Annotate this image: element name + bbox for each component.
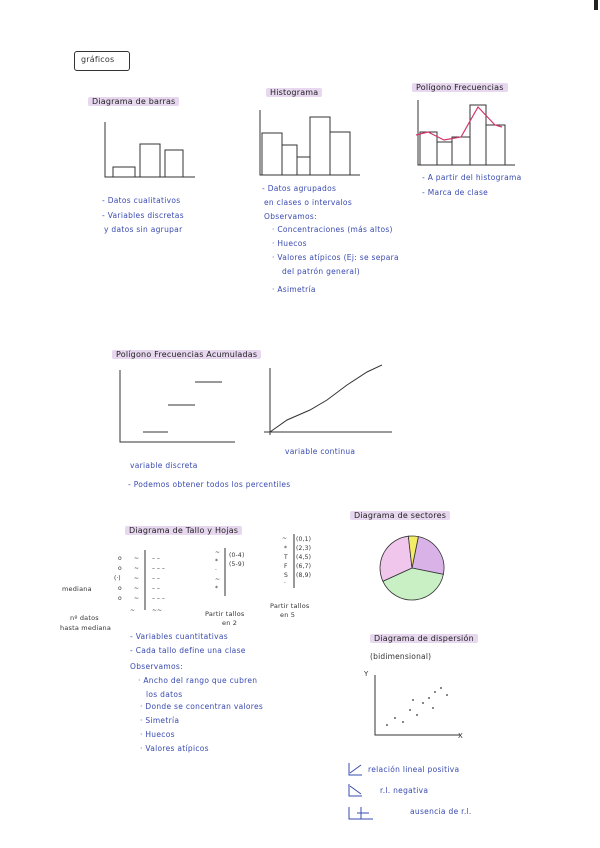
cumulative-polygon-title: Polígono Frecuencias Acumuladas bbox=[112, 350, 261, 359]
bar-chart-title: Diagrama de barras bbox=[88, 97, 179, 106]
note-line: · Donde se concentran valores bbox=[140, 702, 264, 711]
scatter-point bbox=[428, 697, 430, 699]
svg-text:~: ~ bbox=[130, 607, 136, 614]
svg-text:~: ~ bbox=[215, 576, 221, 583]
poly-bar bbox=[486, 125, 505, 165]
edge-mark bbox=[594, 0, 598, 10]
split5-row: (0,1) bbox=[296, 536, 312, 543]
hist-bar bbox=[310, 117, 330, 175]
svg-text:– – –: – – – bbox=[152, 595, 165, 602]
split5-letter: · bbox=[284, 580, 287, 587]
legend-negative: r.l. negativa bbox=[380, 786, 429, 795]
split5-label-2: en 5 bbox=[280, 611, 296, 619]
scatter-axis-y: Y bbox=[364, 670, 369, 678]
scatter-point bbox=[432, 707, 434, 709]
note-line: · Ancho del rango que cubren bbox=[138, 676, 258, 685]
svg-text:*: * bbox=[215, 558, 218, 565]
note-line: en clases o intervalos bbox=[264, 198, 353, 207]
svg-text:~: ~ bbox=[134, 555, 140, 562]
note-line: · Valores atípicos (Ej: se separa bbox=[272, 253, 399, 262]
bar bbox=[165, 150, 183, 177]
stem-leaf-title: Diagrama de Tallo y Hojas bbox=[125, 526, 242, 535]
frequency-polygon-title: Polígono Frecuencias bbox=[412, 83, 508, 92]
note-line: y datos sin agrupar bbox=[104, 225, 183, 234]
note-line: · Concentraciones (más altos) bbox=[272, 225, 393, 234]
poly-bar bbox=[452, 137, 470, 165]
split5-letter: T bbox=[284, 554, 288, 561]
cumulative-discrete-drawing bbox=[110, 360, 240, 450]
cumulative-continuous-drawing bbox=[262, 360, 402, 450]
note-line: - Datos agrupados bbox=[262, 184, 337, 193]
hist-bar bbox=[262, 133, 282, 175]
svg-text:– – –: – – – bbox=[152, 565, 165, 572]
bar-chart-drawing bbox=[95, 117, 205, 187]
svg-text:– –: – – bbox=[152, 585, 160, 592]
histogram-drawing bbox=[255, 105, 365, 185]
scatter-point bbox=[440, 687, 442, 689]
svg-text:·: · bbox=[215, 567, 217, 574]
scatter-point bbox=[446, 694, 448, 696]
note-line: Observamos: bbox=[264, 212, 317, 221]
svg-text:~: ~ bbox=[134, 565, 140, 572]
svg-text:o: o bbox=[118, 555, 122, 562]
stem-leaf-main-drawing bbox=[110, 550, 170, 620]
frequency-polygon-line bbox=[416, 107, 502, 140]
split2-label-1: Partir tallos bbox=[205, 610, 245, 618]
split2-row: (0-4) bbox=[229, 552, 245, 559]
svg-text:~: ~ bbox=[282, 535, 288, 542]
svg-text:o: o bbox=[118, 585, 122, 592]
svg-text:o: o bbox=[118, 595, 122, 602]
poly-bar bbox=[420, 132, 437, 165]
svg-text:~: ~ bbox=[134, 585, 140, 592]
note-line: - Marca de clase bbox=[422, 188, 489, 197]
note-line: - Datos cualitativos bbox=[102, 196, 181, 205]
svg-text:(·): (·) bbox=[114, 575, 121, 582]
note-line: - Variables cuantitativas bbox=[130, 632, 229, 641]
scatter-point bbox=[412, 699, 414, 701]
legend-icon-negative bbox=[347, 783, 363, 797]
legend-none: ausencia de r.l. bbox=[410, 807, 472, 816]
count-label-1: nº datos bbox=[70, 614, 99, 622]
bar bbox=[140, 144, 160, 177]
pie-chart-title: Diagrama de sectores bbox=[350, 511, 450, 520]
hist-bar bbox=[297, 157, 310, 175]
split2-row: (5-9) bbox=[229, 561, 245, 568]
svg-text:~: ~ bbox=[215, 549, 221, 556]
note-line: - Variables discretas bbox=[102, 211, 184, 220]
split5-row: (8,9) bbox=[296, 572, 312, 579]
svg-text:~~: ~~ bbox=[152, 607, 163, 614]
page-title: gráficos bbox=[81, 55, 115, 64]
split5-letter: F bbox=[284, 563, 288, 570]
median-label: mediana bbox=[62, 585, 92, 593]
label-discrete: variable discreta bbox=[130, 461, 198, 470]
label-continuous: variable continua bbox=[285, 447, 356, 456]
svg-text:– –: – – bbox=[152, 555, 160, 562]
legend-positive: relación lineal positiva bbox=[368, 765, 460, 774]
scatter-point bbox=[402, 721, 404, 723]
scatter-point bbox=[409, 709, 411, 711]
scatter-point bbox=[434, 691, 436, 693]
svg-text:– –: – – bbox=[152, 575, 160, 582]
split5-row: (2,3) bbox=[296, 545, 312, 552]
svg-text:*: * bbox=[215, 585, 218, 592]
split5-label-1: Partir tallos bbox=[270, 602, 310, 610]
bar bbox=[113, 167, 135, 177]
hist-bar bbox=[330, 132, 350, 175]
note-line: - Cada tallo define una clase bbox=[130, 646, 246, 655]
count-label-2: hasta mediana bbox=[60, 624, 112, 632]
cumulative-note: - Podemos obtener todos los percentiles bbox=[128, 480, 291, 489]
svg-text:~: ~ bbox=[134, 575, 140, 582]
split5-letter: * bbox=[284, 545, 288, 552]
note-line: Observamos: bbox=[130, 662, 183, 671]
scatter-point bbox=[422, 702, 424, 704]
scatter-axis-x: X bbox=[458, 732, 463, 740]
frequency-polygon-drawing bbox=[410, 95, 520, 175]
note-line: · Huecos bbox=[272, 239, 307, 248]
scatter-subtitle: (bidimensional) bbox=[370, 652, 432, 661]
page-title-box bbox=[74, 51, 130, 71]
split2-label-2: en 2 bbox=[222, 619, 238, 627]
note-line: los datos bbox=[146, 690, 183, 699]
svg-text:o: o bbox=[118, 565, 122, 572]
note-line: · Asimetría bbox=[272, 285, 316, 294]
split5-letter: S bbox=[284, 572, 289, 579]
scatter-point bbox=[386, 724, 388, 726]
poly-bar bbox=[437, 142, 452, 165]
note-line: · Valores atípicos bbox=[140, 744, 209, 753]
split5-row: (6,7) bbox=[296, 563, 312, 570]
note-line: · Huecos bbox=[140, 730, 175, 739]
scatter-title: Diagrama de dispersión bbox=[370, 634, 478, 643]
scatter-point bbox=[394, 717, 396, 719]
histogram-title: Histograma bbox=[266, 88, 322, 97]
split5-row: (4,5) bbox=[296, 554, 312, 561]
note-line: - A partir del histograma bbox=[422, 173, 522, 182]
legend-icon-positive bbox=[347, 762, 363, 776]
hist-bar bbox=[282, 145, 297, 175]
legend-icon-none bbox=[347, 806, 375, 820]
pie-chart-drawing bbox=[372, 528, 452, 608]
note-line: del patrón general) bbox=[282, 267, 360, 276]
scatter-point bbox=[416, 714, 418, 716]
note-line: · Simetría bbox=[140, 716, 180, 725]
poly-bar bbox=[470, 105, 486, 165]
svg-text:~: ~ bbox=[134, 595, 140, 602]
